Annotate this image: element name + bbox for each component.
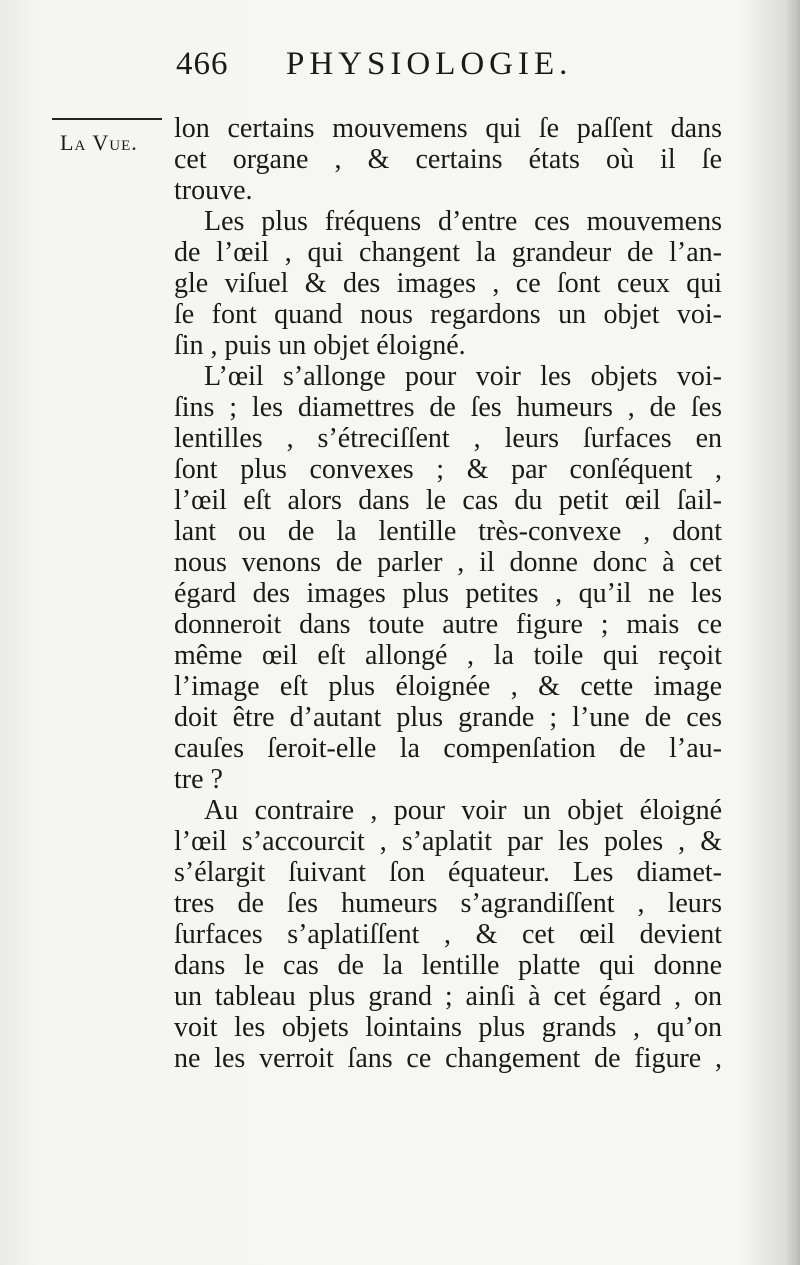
text-line: doit être d’autant plus grande ; l’une de ces	[174, 702, 722, 733]
text-line: Au contraire , pour voir un objet éloigné	[204, 795, 722, 826]
text-line: lentilles , s’étreciſſent , leurs ſurfaces en	[174, 423, 722, 454]
text-line: lant ou de la lentille très-convexe , dont	[174, 516, 722, 547]
text-line: L’œil s’allonge pour voir les objets voi-	[204, 361, 722, 392]
text-line: l’image eſt plus éloignée , & cette image	[174, 671, 722, 702]
page-title: PHYSIOLOGIE.	[286, 46, 573, 82]
body-text	[174, 113, 722, 1074]
text-line: ſurfaces s’aplatiſſent , & cet œil devient	[174, 919, 722, 950]
text-line: tres de ſes humeurs s’agrandiſſent , leurs	[174, 888, 722, 919]
text-line: l’œil eſt alors dans le cas du petit œil ſail-	[174, 485, 722, 516]
text-line: nous venons de parler , il donne donc à cet	[174, 547, 722, 578]
text-line: même œil eſt allongé , la toile qui reçoit	[174, 640, 722, 671]
text-line: ſin , puis un objet éloigné.	[174, 330, 466, 361]
text-line: lon certains mouvemens qui ſe paſſent dans	[174, 113, 722, 144]
text-line: ne les verroit ſans ce changement de figure ,	[174, 1043, 722, 1074]
text-line: donneroit dans toute autre figure ; mais ce	[174, 609, 722, 640]
running-head	[170, 40, 610, 90]
margin-rule	[52, 118, 162, 120]
text-line: cauſes ſeroit-elle la compenſation de l’au-	[174, 733, 722, 764]
text-line: ſont plus convexes ; & par conſéquent ,	[174, 454, 722, 485]
text-line: Les plus fréquens d’entre ces mouvemens	[204, 206, 722, 237]
text-line: l’œil s’accourcit , s’aplatit par les poles , &	[174, 826, 722, 857]
text-line: trouve.	[174, 175, 253, 206]
text-line: un tableau plus grand ; ainſi à cet égard , on	[174, 981, 722, 1012]
text-line: gle viſuel & des images , ce ſont ceux qui	[174, 268, 722, 299]
page-number: 466	[176, 46, 229, 82]
text-line: de l’œil , qui changent la grandeur de l’an-	[174, 237, 722, 268]
text-line: voit les objets lointains plus grands , qu’on	[174, 1012, 722, 1043]
text-line: dans le cas de la lentille platte qui donne	[174, 950, 722, 981]
text-line: ſe font quand nous regardons un objet voi-	[174, 299, 722, 330]
text-line: égard des images plus petites , qu’il ne les	[174, 578, 722, 609]
text-line: cet organe , & certains états où il ſe	[174, 144, 722, 175]
text-line: ſins ; les diamettres de ſes humeurs , de ſes	[174, 392, 722, 423]
text-line: s’élargit ſuivant ſon équateur. Les diamet-	[174, 857, 722, 888]
margin-note: La Vue.	[60, 130, 138, 155]
text-line: tre ?	[174, 764, 223, 795]
